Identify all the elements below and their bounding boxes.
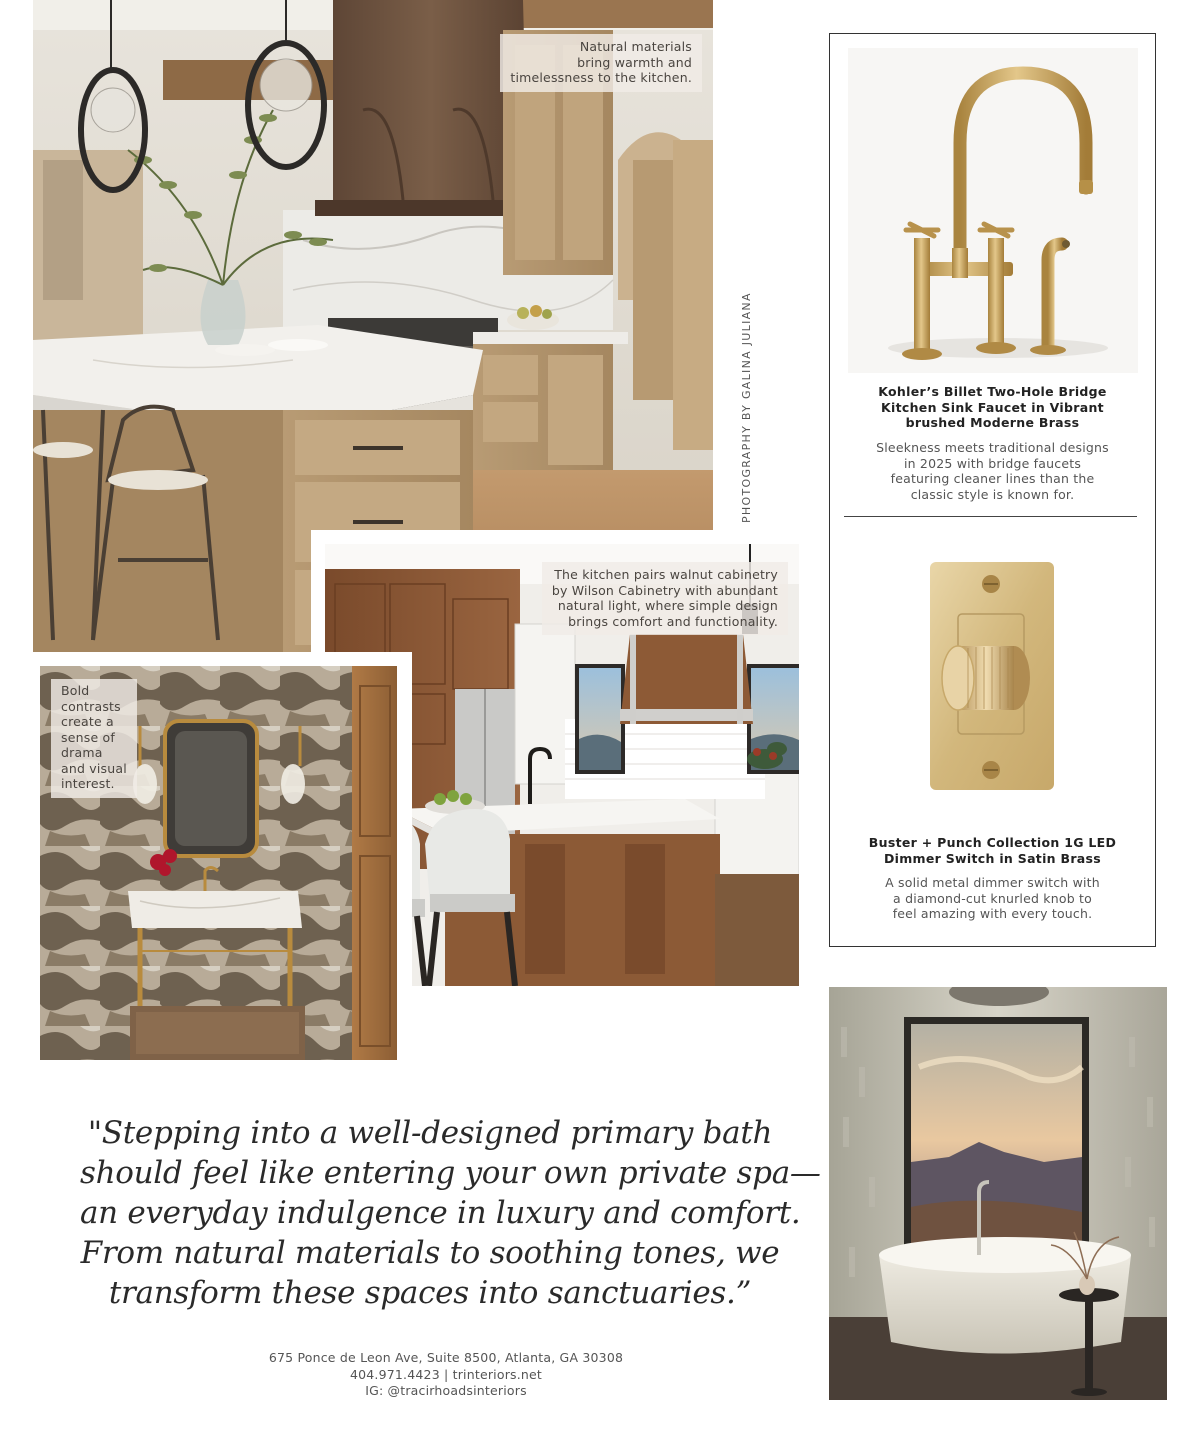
contact-info <box>196 1350 696 1400</box>
pull-quote <box>80 1113 821 1313</box>
caption-line: interest. <box>61 776 115 791</box>
product-divider <box>844 516 1137 517</box>
brass-bridge-faucet-icon <box>848 48 1138 373</box>
description-line: classic style is known for. <box>910 486 1075 502</box>
dimmer-product-title <box>830 835 1155 866</box>
caption-line: create a <box>61 714 114 729</box>
caption-line: Bold <box>61 683 90 698</box>
brass-dimmer-switch-icon <box>928 560 1058 792</box>
caption-line: sense of <box>61 729 115 745</box>
quote-line: "Stepping into a well-designed primary bath <box>87 1115 773 1151</box>
description-line: feel amazing with every touch. <box>892 906 1093 921</box>
bath-photo-image <box>829 987 1167 1400</box>
dimmer-product-description <box>830 875 1155 922</box>
quote-line: transform these spaces into sanctuaries.” <box>108 1275 752 1311</box>
title-line: Dimmer Switch in Satin Brass <box>883 850 1102 866</box>
caption-line: The kitchen pairs walnut cabinetry <box>554 567 778 582</box>
caption-line: by Wilson Cabinetry with abundant <box>551 582 778 598</box>
title-line: Kitchen Sink Faucet in Vibrant <box>881 399 1104 415</box>
faucet-product-description <box>830 440 1155 502</box>
contact-address: 675 Ponce de Leon Ave, Suite 8500, Atlanta, GA 30308 <box>268 1350 624 1365</box>
photo-credit: PHOTOGRAPHY BY GALINA JULIANA <box>740 292 753 523</box>
description-line: a diamond-cut knurled knob to <box>893 890 1092 906</box>
walnut-kitchen-caption <box>542 562 788 635</box>
caption-line: brings comfort and functionality. <box>568 613 778 629</box>
caption-line: timelessness to the kitchen. <box>510 70 692 85</box>
caption-line: and visual <box>61 760 127 776</box>
title-line: Kohler’s Billet Two-Hole Bridge <box>878 384 1107 399</box>
powder-room-photo <box>26 652 412 1074</box>
bath-photo <box>829 987 1167 1400</box>
description-line: Sleekness meets traditional designs <box>876 440 1109 455</box>
kitchen-caption <box>500 34 702 92</box>
caption-line: bring warmth and <box>577 54 692 70</box>
title-line: brushed Moderne Brass <box>905 415 1080 430</box>
contact-instagram[interactable]: IG: @tracirhoadsinteriors <box>365 1383 527 1398</box>
product-panel <box>829 33 1156 947</box>
description-line: A solid metal dimmer switch with <box>885 875 1100 890</box>
caption-line: natural light, where simple design <box>557 598 778 613</box>
title-line: Buster + Punch Collection 1G LED <box>868 835 1117 850</box>
contact-phone-website[interactable]: 404.971.4423 | trinteriors.net <box>349 1366 543 1382</box>
caption-line: drama <box>61 745 103 760</box>
quote-line: an everyday indulgence in luxury and comfort. <box>80 1195 801 1231</box>
description-line: in 2025 with bridge faucets <box>903 455 1082 471</box>
description-line: featuring cleaner lines than the <box>890 471 1095 486</box>
quote-line: From natural materials to soothing tones, we <box>80 1235 780 1271</box>
quote-line: should feel like entering your own private spa— <box>80 1155 821 1191</box>
caption-line: contrasts <box>61 698 121 714</box>
faucet-product-title <box>830 384 1155 431</box>
faucet-product-image <box>848 48 1138 373</box>
dimmer-product-image <box>928 560 1058 792</box>
caption-line: Natural materials <box>579 39 692 54</box>
powder-room-caption <box>51 679 137 798</box>
